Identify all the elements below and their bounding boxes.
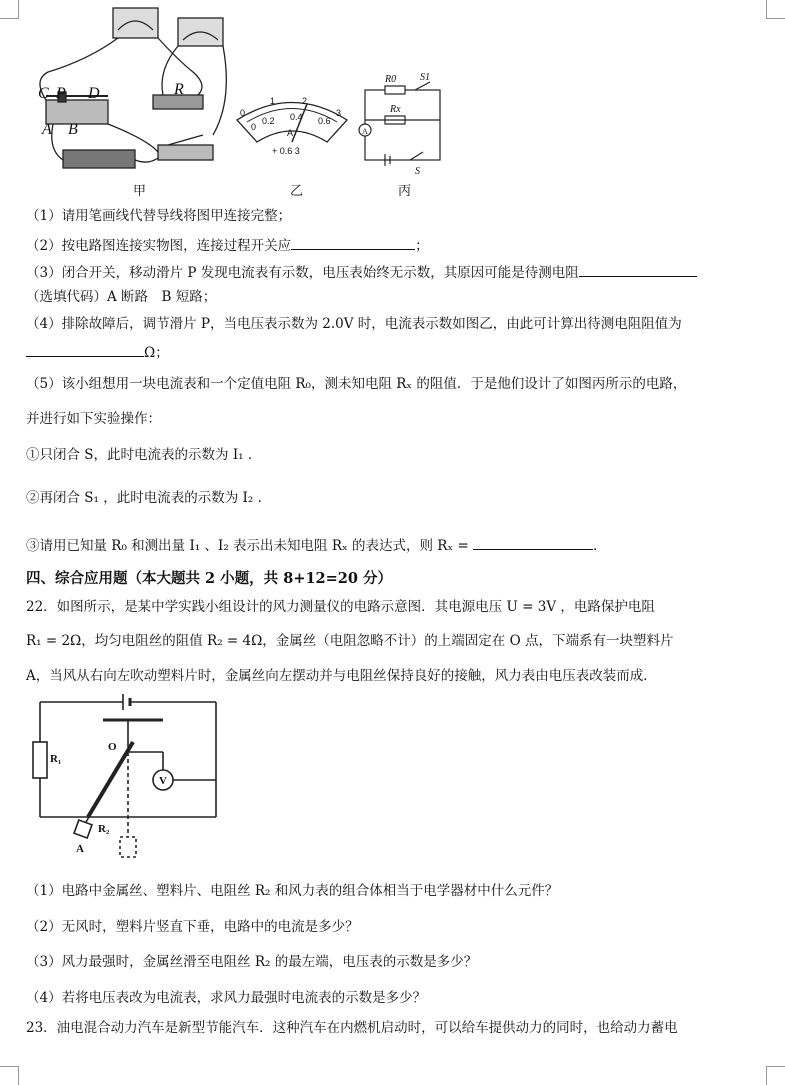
answer-blank-5[interactable]: [473, 535, 593, 550]
dial-label-04: 0.4: [290, 112, 303, 122]
dial-unit-a: A: [287, 128, 294, 138]
step-3: [26, 535, 765, 555]
label-r: R: [174, 81, 184, 98]
dial-label-0: 0: [251, 122, 257, 132]
label-plastic-a: A: [76, 843, 84, 855]
label-a: A: [42, 121, 52, 138]
q22-paragraph-3: A，当风从右向左吹动塑料片时，金属丝向左摆动并与电阻丝保持良好的接触，风力表由电压表改装而成．: [26, 668, 657, 684]
label-r0: R0: [385, 74, 397, 85]
label-c: C: [38, 85, 49, 102]
caption-jia: 甲: [133, 184, 147, 199]
crop-mark-bottom-right: [766, 1066, 785, 1085]
answer-blank-3[interactable]: [579, 262, 697, 277]
question-2-text: （2）按电路图连接实物图，连接过程开关应: [26, 238, 292, 254]
q22-sub-1: （1）电路中金属丝、塑料片、电阻丝 R₂ 和风力表的组合体相当于电学器材中什么元件？: [26, 883, 559, 899]
q23-paragraph: 23．油电混合动力汽车是新型节能汽车．这种汽车在内燃机启动时，可以给车提供动力的同时，也给动力蓄电: [26, 1020, 678, 1036]
dial-label-06: 0.6: [318, 116, 331, 126]
step-3-end: ．: [593, 538, 607, 554]
question-3: [26, 262, 765, 282]
question-4-cont: [26, 342, 765, 362]
dial-label-2: 2: [302, 96, 308, 106]
dial-label-3: 3: [336, 108, 342, 118]
q22-sub-4: （4）若将电压表改为电流表，求风力最强时电流表的示数是多少？: [26, 990, 427, 1006]
label-rx: Rx: [390, 104, 401, 115]
label-ammeter: A: [362, 127, 368, 136]
label-s: S: [415, 166, 420, 177]
dial-terminals: + 0.6 3: [272, 146, 300, 156]
crop-mark-bottom-left: [0, 1066, 19, 1085]
answer-blank-2[interactable]: [291, 235, 415, 250]
question-5: （5）该小组想用一块电流表和一个定值电阻 R₀，测未知电阻 Rₓ 的阻值．于是他们设计了如图丙所示的电路，: [26, 376, 687, 392]
q22-paragraph-2: R₁ = 2Ω，均匀电阻丝的阻值 R₂ = 4Ω，金属丝（电阻忽略不计）的上端固定在 O 点，下端系有一块塑料片: [26, 633, 674, 649]
figure-q22-wind-circuit: [28, 692, 228, 864]
label-r1: R₁: [50, 753, 62, 765]
label-o: O: [108, 741, 117, 753]
figure-yi-ammeter-dial: [232, 90, 352, 175]
label-d: D: [88, 85, 100, 102]
dial-label-1: 1: [270, 96, 276, 106]
crop-mark-top-left: [0, 0, 19, 19]
q22-paragraph-1: 22．如图所示，是某中学实践小组设计的风力测量仪的电路示意图．其电源电压 U = 3V ，电路保护电阻: [26, 599, 655, 615]
section-title: 四、综合应用题（本大题共 2 小题，共 8+12=20 分）: [26, 570, 393, 587]
caption-bing: 丙: [398, 184, 412, 199]
question-4-unit: Ω；: [144, 345, 169, 361]
step-1: ①只闭合 S，此时电流表的示数为 I₁ ．: [26, 447, 262, 463]
label-voltmeter: V: [159, 775, 167, 787]
question-3-text: （3）闭合开关，移动滑片 P 发现电流表有示数，电压表始终无示数，其原因可能是待测电阻: [26, 265, 579, 281]
dial-label-02: 0.2: [262, 116, 275, 126]
crop-mark-top-right: [766, 0, 785, 19]
step-3-text: ③请用已知量 R₀ 和测出量 I₁ 、I₂ 表示出未知电阻 Rₓ 的表达式，则 Rₓ =: [26, 538, 469, 554]
step-2: ②再闭合 S₁ ，此时电流表的示数为 I₂ ．: [26, 490, 272, 506]
question-1: （1）请用笔画线代替导线将图甲连接完整；: [26, 208, 292, 224]
question-2: [26, 235, 765, 255]
question-5-cont: 并进行如下实验操作：: [26, 411, 161, 427]
question-3-options: （选填代码）A 断路 B 短路；: [26, 289, 217, 305]
label-p: P: [56, 85, 66, 102]
caption-yi: 乙: [290, 184, 304, 199]
question-2-end: ；: [415, 238, 429, 254]
question-4: （4）排除故障后，调节滑片 P，当电压表示数为 2.0V 时，电流表示数如图乙，由此可计算出待测电阻阻值为: [26, 316, 682, 332]
dial-label-0: 0: [240, 108, 246, 118]
answer-blank-4[interactable]: [26, 342, 144, 357]
label-r2: R₂: [98, 823, 110, 835]
figure-jia-apparatus: [28, 0, 228, 180]
q22-sub-3: （3）风力最强时，金属丝滑至电阻丝 R₂ 的最左端，电压表的示数是多少？: [26, 954, 478, 970]
label-b: B: [68, 121, 78, 138]
q22-sub-2: （2）无风时，塑料片竖直下垂，电路中的电流是多少？: [26, 919, 359, 935]
figure-bing-circuit: [355, 68, 450, 178]
label-s1: S1: [420, 72, 430, 83]
